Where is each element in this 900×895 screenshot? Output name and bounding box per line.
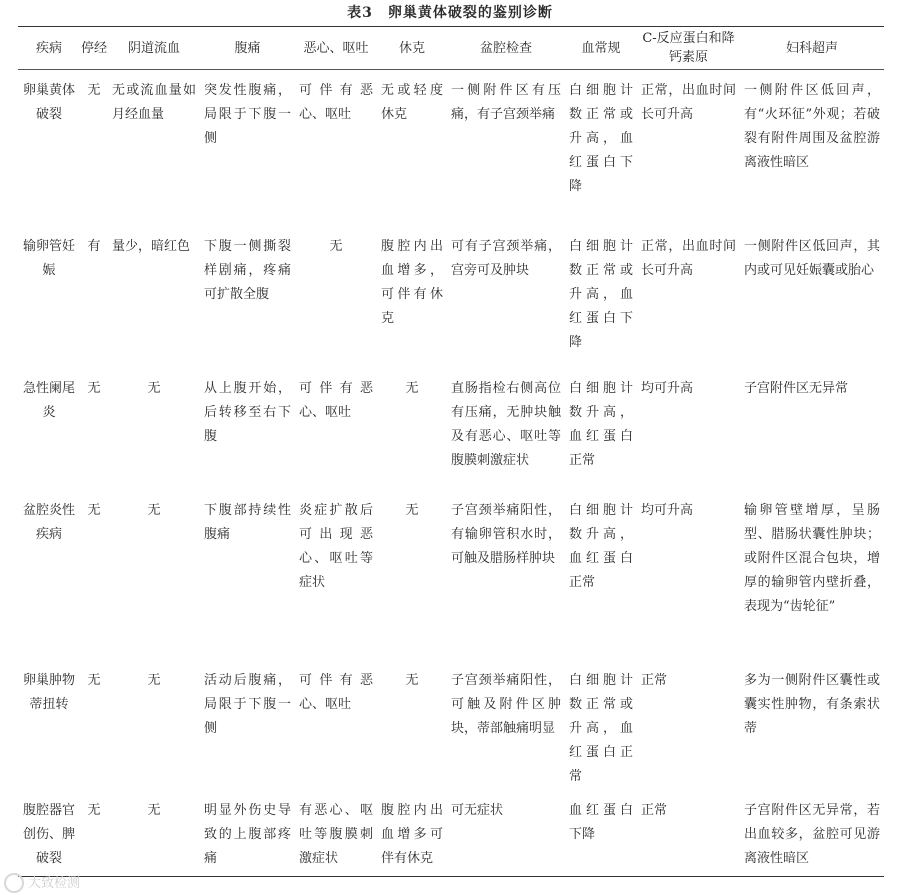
table-row [18,225,884,367]
cell-abdominal-pain: 从上腹开始，后转移至右下腹 [204,381,291,444]
cell-ultrasound: 一侧附件区低回声，其内或可见妊娠囊或胎心 [744,239,880,278]
cell-amenorrhea: 无 [87,803,101,818]
cell-abdominal-pain: 活动后腹痛，局限于下腹一侧 [204,673,291,736]
cell-ultrasound: 输卵管壁增厚，呈肠型、腊肠状囊性肿块；或附件区混合包块，增厚的输卵管内壁折叠，表现为“齿轮征” [744,503,880,614]
cell-amenorrhea: 有 [87,239,101,254]
header-vaginal-bleeding: 阴道流血 [127,40,180,56]
cell-vaginal-bleeding: 量少，暗红色 [112,239,191,254]
cell-ultrasound: 子宫附件区无异常 [744,381,849,396]
cell-blood-routine: 白细胞计数升高，血红蛋白正常 [569,503,633,590]
cell-nausea: 炎症扩散后可出现恶心、呕吐等症状 [299,503,373,590]
cell-amenorrhea: 无 [87,503,101,518]
cell-disease: 卵巢肿物蒂扭转 [22,673,75,712]
table-title: 表3 卵巢黄体破裂的鉴别诊断 [347,5,553,21]
cell-shock: 无 [405,503,419,518]
cell-blood-routine: 白细胞计数正常或升高，血红蛋白正常 [569,673,633,784]
cell-ultrasound: 一侧附件区低回声，有“火环征”外观；若破裂有附件周围及盆腔游离液性暗区 [744,83,880,170]
cell-vaginal-bleeding: 无 [147,803,161,818]
header-disease: 疾病 [35,40,62,56]
header-pelvic-exam: 盆腔检查 [479,40,532,56]
diagnosis-table [18,27,884,893]
cell-abdominal-pain: 下腹部持续性腹痛 [204,503,291,542]
cell-pelvic-exam: 子宫颈举痛阳性，可触及附件区肿块，蒂部触痛明显 [451,673,561,736]
header-shock: 休克 [398,40,425,56]
cell-pelvic-exam: 子宫颈举痛阳性，有输卵管积水时，可触及腊肠样肿块 [451,503,561,566]
cell-pelvic-exam: 可有子宫颈举痛，宫旁可及肿块 [451,239,561,278]
cell-amenorrhea: 无 [87,381,101,396]
cell-pelvic-exam: 一侧附件区有压痛，有子宫颈举痛 [451,83,561,122]
cell-crp-pct: 均可升高 [641,381,694,396]
cell-ultrasound: 多为一侧附件区囊性或囊实性肿物，有条索状蒂 [744,673,880,736]
cell-abdominal-pain: 突发性腹痛，局限于下腹一侧 [204,83,291,146]
cell-blood-routine: 白细胞计数正常或升高，血红蛋白下降 [569,83,633,194]
cell-nausea: 可伴有恶心、呕吐 [299,381,373,420]
cell-amenorrhea: 无 [87,673,101,688]
table-row [18,489,884,659]
cell-pelvic-exam: 可无症状 [451,803,504,818]
cell-vaginal-bleeding: 无 [147,381,161,396]
cell-vaginal-bleeding: 无 [147,503,161,518]
cell-ultrasound: 子宫附件区无异常，若出血较多，盆腔可见游离液性暗区 [744,803,880,866]
table-row [18,69,884,225]
cell-crp-pct: 均可升高 [641,503,694,518]
table-header-row [18,27,884,69]
cell-shock: 腹腔内出血增多可伴有休克 [381,803,443,866]
cell-crp-pct: 正常 [641,673,668,688]
cell-shock: 腹腔内出血增多，可伴有休克 [381,239,443,326]
header-blood-routine: 血常规 [581,40,621,56]
table-row [18,789,884,893]
header-nausea: 恶心、呕吐 [303,40,369,56]
table-row [18,367,884,489]
cell-vaginal-bleeding: 无或流血量如月经血量 [112,83,196,122]
cell-blood-routine: 白细胞计数正常或升高，血红蛋白下降 [569,239,633,350]
header-ultrasound: 妇科超声 [785,40,838,56]
watermark-text: 大致检测 [28,875,81,891]
header-abdominal-pain: 腹痛 [234,40,261,56]
cell-nausea: 可伴有恶心、呕吐 [299,673,373,712]
cell-nausea: 可伴有恶心、呕吐 [299,83,373,122]
cell-disease: 急性阑尾炎 [22,381,75,420]
cell-shock: 无 [405,381,419,396]
cell-disease: 盆腔炎性疾病 [22,503,75,542]
watermark [4,872,80,894]
cell-crp-pct: 正常 [641,803,668,818]
cell-crp-pct: 正常，出血时间长可升高 [641,83,736,122]
cell-abdominal-pain: 明显外伤史导致的上腹部疼痛 [204,803,291,866]
table-row [18,659,884,789]
cell-blood-routine: 白细胞计数升高，血红蛋白正常 [569,381,633,468]
cell-nausea: 有恶心、呕吐等腹膜刺激症状 [299,803,373,866]
watermark-logo-icon [4,873,24,893]
cell-amenorrhea: 无 [87,83,101,98]
cell-shock: 无 [405,673,419,688]
cell-disease: 输卵管妊娠 [22,239,75,278]
cell-shock: 无或轻度休克 [381,83,443,122]
cell-nausea: 无 [329,239,343,254]
cell-crp-pct: 正常，出血时间长可升高 [641,239,736,278]
cell-pelvic-exam: 直肠指检右侧高位有压痛，无肿块触及有恶心、呕吐等腹膜刺激症状 [451,381,561,468]
header-crp-pct: C-反应蛋白和降钙素原 [642,31,735,65]
header-amenorrhea: 停经 [80,40,107,56]
cell-disease: 卵巢黄体破裂 [22,83,75,122]
cell-disease: 腹腔器官创伤、脾破裂 [22,803,75,866]
cell-abdominal-pain: 下腹一侧撕裂样剧痛，疼痛可扩散全腹 [204,239,291,302]
cell-vaginal-bleeding: 无 [147,673,161,688]
cell-blood-routine: 血红蛋白下降 [569,803,633,842]
